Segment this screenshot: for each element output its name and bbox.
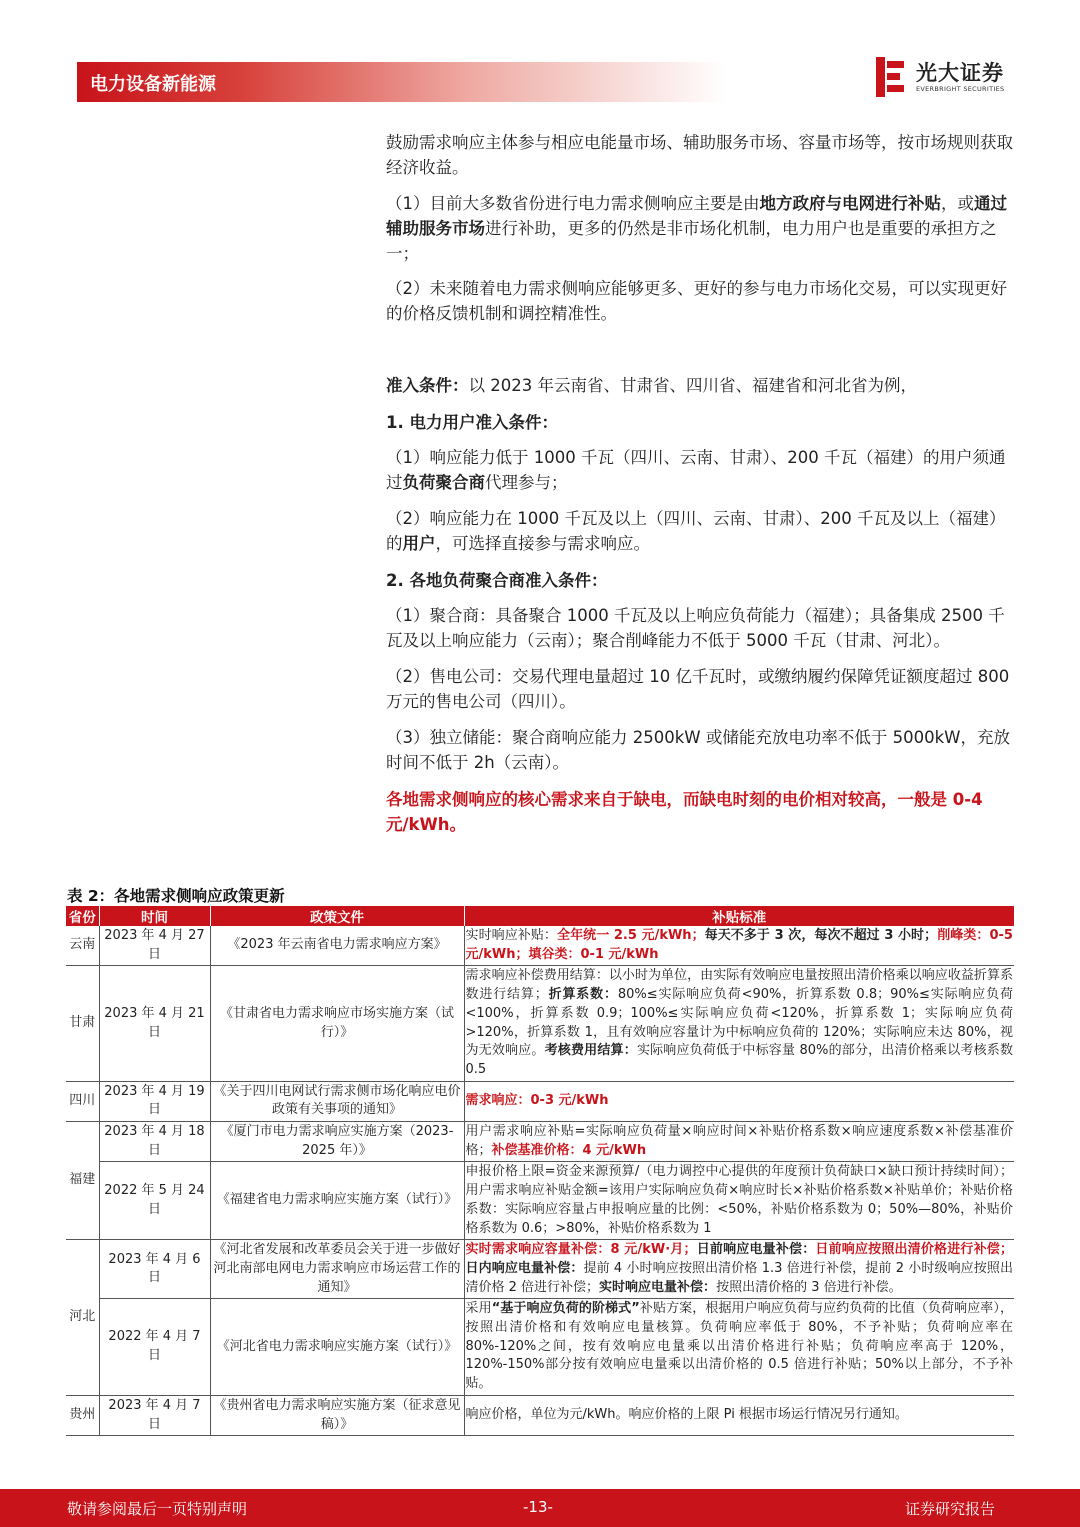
cell-province: 四川 [66,1081,99,1121]
cell-document: 《河北省电力需求响应实施方案（试行）》 [210,1299,464,1396]
header-document: 政策文件 [210,906,464,926]
p6-text-a: （2）响应能力在 1000 千瓦及以上（四川、云南、甘肃）、200 千瓦及以上（福建）的 [386,509,1006,553]
paragraph-5 [386,445,1014,495]
paragraph-8: （2）售电公司：交易代理电量超过 10 亿千瓦时，或缴纳履约保障凭证额度超过 800 万元的售电公司（四川）。 [386,667,1010,711]
admission-label: 准入条件： [386,376,469,395]
paragraph-6 [386,506,1014,556]
text: 补贴方案，根据用户响应负荷与应约负荷的比值（负荷响应率），按照出清价格和有效响应电量核算。负荷响应率低于 80%，不予补贴；负荷响应率在 80%-120%之间，按有效响应电量乘以出清价格进行补贴；负荷响应率高于 120%，120%-150%部分按有效响应电量乘以出清价格的 0.5 倍进行补贴；50%以上部分，不予补贴。 [465,1301,1013,1392]
table-header-row [66,906,1014,926]
cell-date: 2023 年 4 月 7 日 [99,1395,210,1435]
text: 采用 [465,1301,492,1317]
paragraph-2 [386,191,1014,266]
table-row [66,1240,1014,1299]
paragraph-9: （3）独立储能：聚合商响应能力 2500kW 或储能充放电功率不低于 5000kW，充放时间不低于 2h（云南）。 [386,728,1010,772]
cell-subsidy [464,1081,1014,1121]
cell-document: 《2023 年云南省电力需求响应方案》 [210,926,464,966]
cell-province: 河北 [66,1240,99,1396]
paragraph-7: （1）聚合商：具备聚合 1000 千瓦及以上响应负荷能力（福建）；具备集成 2500 千瓦及以上响应能力（云南）；聚合削峰能力不低于 5000 千瓦（甘肃、河北）。 [386,606,1005,650]
red-text: 补偿基准价格：4 元/kWh [491,1142,647,1158]
footer-disclaimer: 敬请参阅最后一页特别声明 [67,1500,248,1518]
cell-subsidy [464,966,1014,1081]
text: 80%≤实际响应负荷<90%，折算系数 0.8；90%≤实际响应负荷<100%，折算系数 0.9；100%≤实际响应负荷<120%，折算系数 1；实际响应负荷>120%，折算系数 1，且有效响应容量计为中标响应负荷的 120%；实际响应未达 80%，视为无效响应。 [465,987,1013,1059]
cell-subsidy [464,1240,1014,1299]
p2-bold-d: 通过辅助服务市场 [386,194,1007,238]
cell-document: 《河北省发展和改革委员会关于进一步做好河北南部电网电力需求响应市场运营工作的通知》 [210,1240,464,1299]
cell-subsidy [464,1122,1014,1162]
cell-date: 2022 年 5 月 24 日 [99,1162,210,1240]
cell-province: 甘肃 [66,966,99,1081]
cell-province: 福建 [66,1122,99,1240]
logo-text-en: EVERBRIGHT SECURITIES [916,85,1005,93]
text: 用户需求响应补贴=实际响应负荷量×响应时间×补贴价格系数×响应速度系数×补偿基准价格； [465,1124,1013,1158]
bold-text: 日内响应电量补偿： [465,1260,584,1276]
cell-date: 2023 年 4 月 21 日 [99,966,210,1081]
cell-date: 2022 年 4 月 7 日 [99,1299,210,1396]
cell-subsidy [464,926,1014,966]
p2-text-e: 进行补助，更多的仍然是非市场化机制，电力用户也是重要的承担方之一； [386,219,997,263]
everbright-logo-icon [876,57,904,97]
cell-province: 云南 [66,926,99,966]
header-province: 省份 [66,906,99,926]
policy-table [66,906,1014,1436]
p5-bold-b: 负荷聚合商 [402,473,485,492]
cell-document: 《关于四川电网试行需求侧市场化响应电价政策有关事项的通知》 [210,1081,464,1121]
red-text: 削峰类：0-5 元/kWh； [465,928,1013,962]
cell-date: 2023 年 4 月 19 日 [99,1081,210,1121]
table-row [66,966,1014,1081]
header-date: 时间 [99,906,210,926]
cell-document: 《福建省电力需求响应实施方案（试行）》 [210,1162,464,1240]
p6-bold-b: 用户 [402,534,436,553]
table-row [66,1122,1014,1162]
bold-text: 实时响应电量补偿： [599,1279,717,1295]
heading-2: 2. 各地负荷聚合商准入条件： [386,571,608,590]
header-subsidy: 补贴标准 [464,906,1014,926]
p5-text-c: 代理参与； [485,473,568,492]
cell-subsidy: 响应价格，单位为元/kWh。响应价格的上限 Pi 根据市场运行情况另行通知。 [464,1395,1014,1435]
bold-text: 每天不多于 3 次，每次不超过 3 小时； [704,928,938,943]
text: 实际响应负荷低于中标容量 80%的部分，出清价格乘以考核系数 0.5 [465,1043,1013,1077]
red-text: 实时需求响应容量补偿：8 元/kW·月； [465,1242,697,1258]
text: 提前 4 小时响应按照出清价格 1.3 倍进行补偿，提前 2 小时级响应按照出清价格 2 倍进行补偿； [465,1260,1013,1295]
cell-date: 2023 年 4 月 27 日 [99,926,210,966]
p2-text-a: （1）目前大多数省份进行电力需求侧响应主要是由 [386,194,760,213]
cell-document: 《甘肃省电力需求响应市场实施方案（试行）》 [210,966,464,1081]
table-title: 表 2：各地需求侧响应政策更新 [67,887,285,905]
cell-province: 贵州 [66,1395,99,1435]
p5-text-a: （1）响应能力低于 1000 千瓦（四川、云南、甘肃）、200 千瓦（福建）的用户须通过 [386,448,1006,492]
cell-document: 《贵州省电力需求响应实施方案（征求意见稿）》 [210,1395,464,1435]
admission-text: 以 2023 年云南省、甘肃省、四川省、福建省和河北省为例， [468,376,917,395]
logo-text-cn: 光大证券 [916,61,1004,85]
paragraph-1: 鼓励需求响应主体参与相应电能量市场、辅助服务市场、容量市场等，按市场规则获取经济收益。 [386,133,1013,177]
table-row [66,926,1014,966]
footer-report-type: 证券研究报告 [905,1500,996,1518]
text: 需求响应补偿费用结算：以小时为单位，由实际有效响应电量按照出清价格乘以响应收益折算系数进行结算； [465,968,1013,1003]
cell-subsidy [464,1299,1014,1396]
bold-text: 考核费用结算： [544,1043,637,1059]
p2-text-c: ，或 [941,194,974,213]
paragraph-4 [386,373,1014,398]
company-logo [876,55,1016,99]
cell-document: 《厦门市电力需求响应实施方案（2023-2025 年）》 [210,1122,464,1162]
p6-text-c: ，可选择直接参与需求响应。 [435,534,650,553]
text: 实时响应补贴： [465,928,557,943]
highlight-paragraph: 各地需求侧响应的核心需求来自于缺电，而缺电时刻的电价相对较高，一般是 0-4 元/kWh。 [386,790,983,834]
red-text: 日前响应按照出清价格进行补偿； [815,1242,1013,1258]
section-title: 电力设备新能源 [90,74,216,95]
red-text: 需求响应：0-3 元/kWh [465,1092,609,1108]
table-row [66,1299,1014,1396]
footer-bar [0,1489,1080,1527]
cell-subsidy: 申报价格上限=资金来源预算/（电力调控中心提供的年度预计负荷缺口×缺口预计持续时间）；用户需求响应补贴金额=该用户实际响应负荷×响应时长×补贴价格系数×补贴单价；补贴价格系数：实际响应容量占申报响应量的比例：<50%，补贴价格系数为 0；50%—80%，补贴价格系数为 0.6；>80%，补贴价格系数为 1 [464,1162,1014,1240]
red-text: 填谷类：0-1 元/kWh [528,946,659,962]
paragraph-3: （2）未来随着电力需求侧响应能够更多、更好的参与电力市场化交易，可以实现更好的价格反馈机制和调控精准性。 [386,279,1007,323]
table-row [66,1395,1014,1435]
p2-bold-b: 地方政府与电网进行补贴 [759,194,941,213]
red-text: 全年统一 2.5 元/kWh； [557,928,705,943]
page-number: -13- [523,1498,553,1516]
bold-text: 折算系数： [547,987,618,1003]
text: 按照出清价格的 3 倍进行补偿。 [716,1279,902,1295]
table-row [66,1081,1014,1121]
bold-text: 日前响应电量补偿： [696,1242,816,1258]
bold-text: “基于响应负荷的阶梯式” [491,1301,640,1317]
cell-date: 2023 年 4 月 18 日 [99,1122,210,1162]
table-row [66,1162,1014,1240]
heading-1: 1. 电力用户准入条件： [386,413,558,432]
cell-date: 2023 年 4 月 6 日 [99,1240,210,1299]
